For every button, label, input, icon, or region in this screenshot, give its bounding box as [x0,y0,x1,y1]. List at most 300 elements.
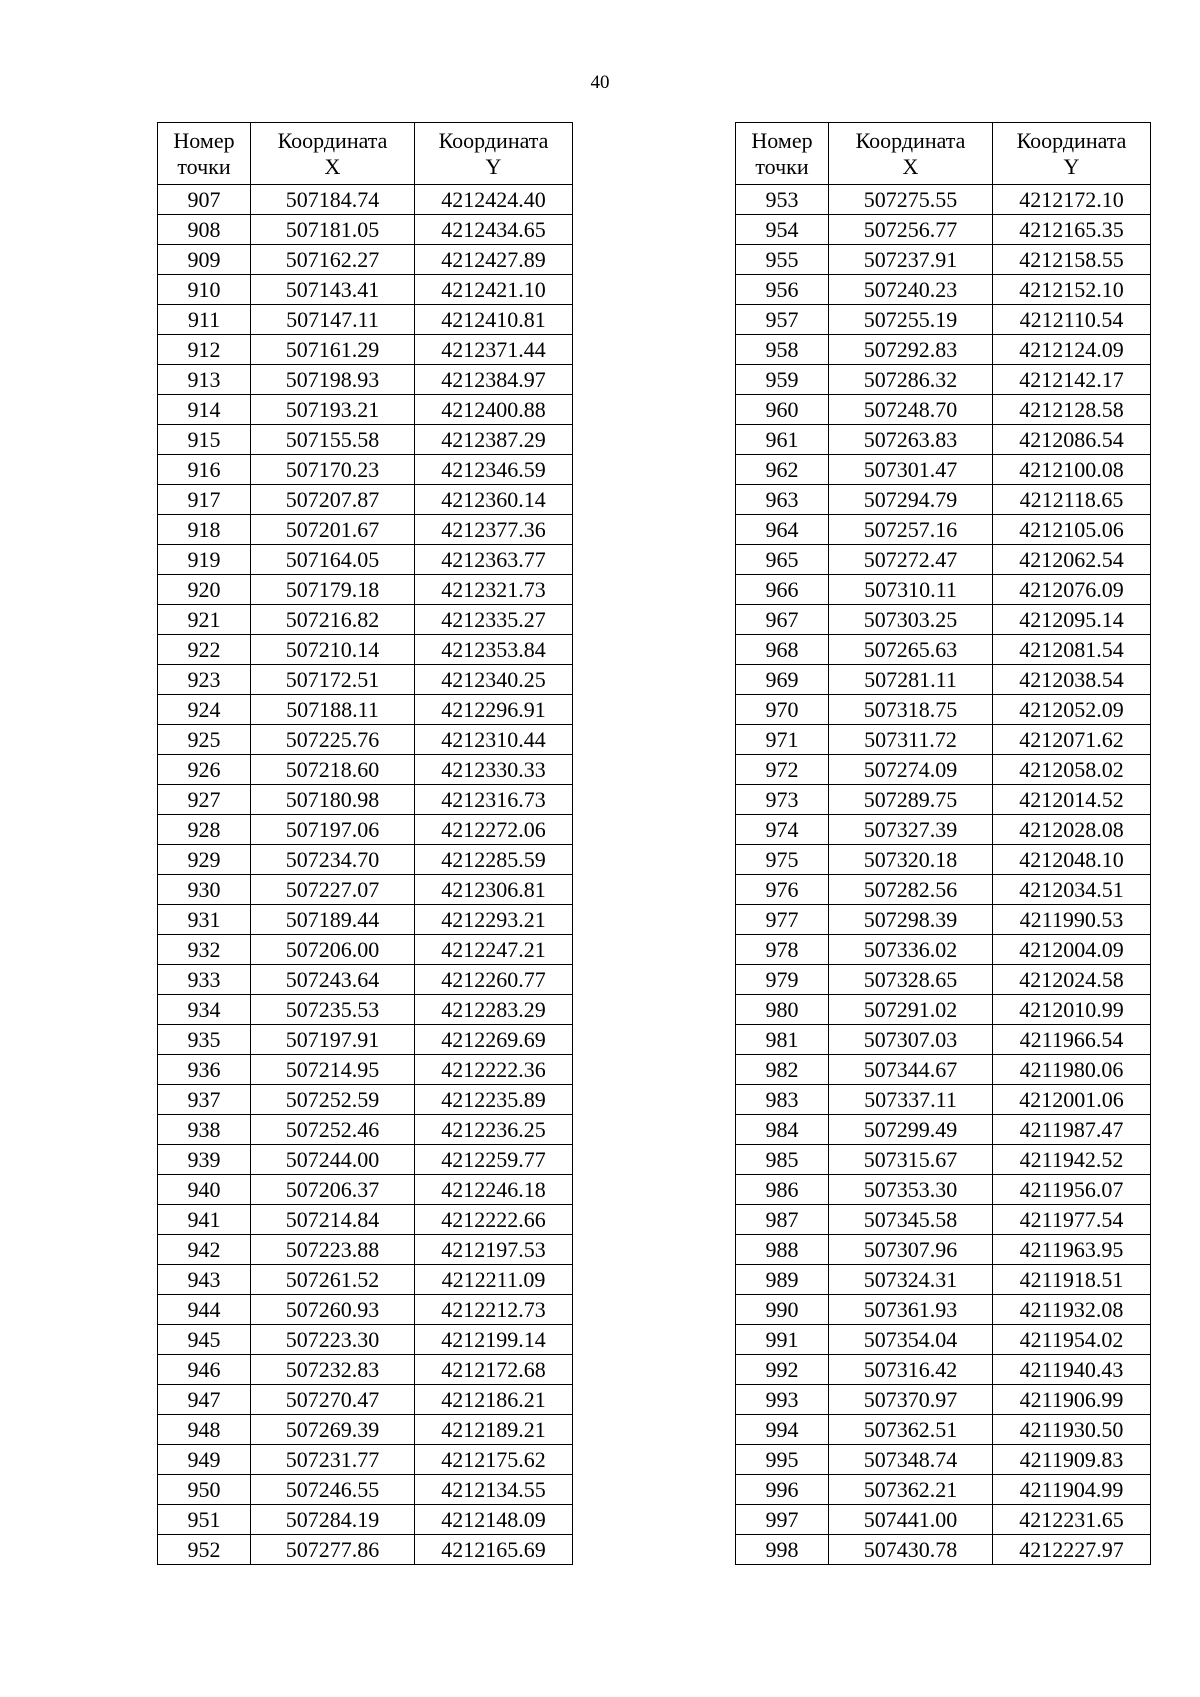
point-number-cell: 935 [158,1025,251,1055]
point-number-cell: 925 [158,725,251,755]
point-number-cell: 926 [158,755,251,785]
coordinate-y-cell: 4212014.52 [993,785,1151,815]
table-row [158,395,573,425]
coordinate-y-cell: 4211930.50 [993,1415,1151,1445]
point-number-cell: 921 [158,605,251,635]
table-row [736,1415,1151,1445]
coordinate-x-cell: 507291.02 [829,995,993,1025]
point-number-cell: 952 [158,1535,251,1565]
coordinate-x-cell: 507301.47 [829,455,993,485]
coordinate-x-cell: 507235.53 [251,995,415,1025]
point-number-cell: 959 [736,365,829,395]
point-number-cell: 972 [736,755,829,785]
point-number-cell: 929 [158,845,251,875]
table-row [736,245,1151,275]
point-number-cell: 961 [736,425,829,455]
point-number-cell: 918 [158,515,251,545]
coordinate-y-cell: 4212283.29 [415,995,573,1025]
table-row [158,455,573,485]
coordinate-x-cell: 507362.21 [829,1475,993,1505]
coordinate-y-cell: 4212400.88 [415,395,573,425]
point-number-cell: 965 [736,545,829,575]
coordinate-y-cell: 4211956.07 [993,1175,1151,1205]
coordinate-y-cell: 4211966.54 [993,1025,1151,1055]
table-row [158,245,573,275]
coordinate-x-cell: 507206.37 [251,1175,415,1205]
point-number-cell: 937 [158,1085,251,1115]
coordinate-y-cell: 4212371.44 [415,335,573,365]
coordinate-x-cell: 507240.23 [829,275,993,305]
point-number-cell: 967 [736,605,829,635]
coordinate-x-cell: 507337.11 [829,1085,993,1115]
coordinate-y-cell: 4212231.65 [993,1505,1151,1535]
coordinate-x-cell: 507207.87 [251,485,415,515]
coordinate-x-cell: 507275.55 [829,185,993,215]
point-number-cell: 983 [736,1085,829,1115]
table-row [158,185,573,215]
coordinate-x-cell: 507252.59 [251,1085,415,1115]
coordinate-x-cell: 507188.11 [251,695,415,725]
table-row [158,935,573,965]
point-number-cell: 909 [158,245,251,275]
coordinate-x-cell: 507206.00 [251,935,415,965]
coordinate-y-cell: 4212377.36 [415,515,573,545]
coordinate-y-cell: 4212076.09 [993,575,1151,605]
point-number-cell: 939 [158,1145,251,1175]
coordinate-x-cell: 507299.49 [829,1115,993,1145]
coordinate-x-cell: 507147.11 [251,305,415,335]
coordinate-y-cell: 4212222.66 [415,1205,573,1235]
table-row [158,605,573,635]
table-row [736,1535,1151,1565]
table-row [158,365,573,395]
table-row [736,815,1151,845]
coordinate-y-cell: 4212360.14 [415,485,573,515]
coordinate-x-cell: 507265.63 [829,635,993,665]
table-row [158,845,573,875]
header-point-number [736,123,829,185]
coordinate-y-cell: 4212260.77 [415,965,573,995]
coordinate-y-cell: 4212105.06 [993,515,1151,545]
table-row [158,515,573,545]
header-line: точки [177,153,231,179]
point-number-cell: 976 [736,875,829,905]
point-number-cell: 982 [736,1055,829,1085]
point-number-cell: 911 [158,305,251,335]
header-line: Номер [751,127,813,153]
coordinate-y-cell: 4212172.10 [993,185,1151,215]
coordinate-y-cell: 4212211.09 [415,1265,573,1295]
coordinate-x-cell: 507310.11 [829,575,993,605]
table-row [158,1175,573,1205]
table-row [736,695,1151,725]
coordinate-y-cell: 4212330.33 [415,755,573,785]
point-number-cell: 936 [158,1055,251,1085]
coordinate-x-cell: 507361.93 [829,1295,993,1325]
coordinate-y-cell: 4211906.99 [993,1385,1151,1415]
coordinate-y-cell: 4212175.62 [415,1445,573,1475]
coordinate-y-cell: 4212124.09 [993,335,1151,365]
point-number-cell: 945 [158,1325,251,1355]
coordinate-y-cell: 4212128.58 [993,395,1151,425]
table-row [736,1385,1151,1415]
table-row [158,305,573,335]
point-number-cell: 940 [158,1175,251,1205]
point-number-cell: 954 [736,215,829,245]
coordinate-x-cell: 507327.39 [829,815,993,845]
coordinate-y-cell: 4212004.09 [993,935,1151,965]
coordinate-y-cell: 4212335.27 [415,605,573,635]
table-row [736,1445,1151,1475]
coordinate-x-cell: 507284.19 [251,1505,415,1535]
table-row [158,1415,573,1445]
table-row [158,1355,573,1385]
table-row [158,905,573,935]
coordinate-y-cell: 4212148.09 [415,1505,573,1535]
point-number-cell: 907 [158,185,251,215]
coordinate-x-cell: 507237.91 [829,245,993,275]
coordinate-y-cell: 4212152.10 [993,275,1151,305]
coordinate-x-cell: 507180.98 [251,785,415,815]
point-number-cell: 934 [158,995,251,1025]
point-number-cell: 919 [158,545,251,575]
table-row [158,1295,573,1325]
table-row [736,1025,1151,1055]
table-row [736,1085,1151,1115]
header-line: Координата [438,127,549,153]
table-row [158,1055,573,1085]
table-row [736,365,1151,395]
coordinate-y-cell: 4212316.73 [415,785,573,815]
coordinate-x-cell: 507201.67 [251,515,415,545]
header-line: Номер [173,127,235,153]
header-line: Координата [855,127,966,153]
coordinate-x-cell: 507223.88 [251,1235,415,1265]
table-row [736,1175,1151,1205]
header-line: Координата [277,127,388,153]
coordinate-x-cell: 507172.51 [251,665,415,695]
coordinate-x-cell: 507193.21 [251,395,415,425]
coordinate-x-cell: 507216.82 [251,605,415,635]
point-number-cell: 933 [158,965,251,995]
coordinate-x-cell: 507218.60 [251,755,415,785]
coordinate-y-cell: 4211918.51 [993,1265,1151,1295]
table-row [736,965,1151,995]
coordinate-y-cell: 4212034.51 [993,875,1151,905]
point-number-cell: 986 [736,1175,829,1205]
coordinate-x-cell: 507292.83 [829,335,993,365]
coordinate-x-cell: 507281.11 [829,665,993,695]
coordinate-y-cell: 4212353.84 [415,635,573,665]
point-number-cell: 930 [158,875,251,905]
coordinate-x-cell: 507298.39 [829,905,993,935]
point-number-cell: 995 [736,1445,829,1475]
point-number-cell: 953 [736,185,829,215]
table-row [158,755,573,785]
table-row [736,665,1151,695]
coordinate-y-cell: 4212028.08 [993,815,1151,845]
coordinate-x-cell: 507354.04 [829,1325,993,1355]
table-row [158,1025,573,1055]
coordinate-x-cell: 507320.18 [829,845,993,875]
point-number-cell: 915 [158,425,251,455]
coordinate-x-cell: 507316.42 [829,1355,993,1385]
header-coordinate-y [415,123,573,185]
coordinate-x-cell: 507345.58 [829,1205,993,1235]
coordinate-x-cell: 507256.77 [829,215,993,245]
coordinate-x-cell: 507214.84 [251,1205,415,1235]
coordinate-y-cell: 4212285.59 [415,845,573,875]
coordinate-y-cell: 4212118.65 [993,485,1151,515]
point-number-cell: 997 [736,1505,829,1535]
point-number-cell: 960 [736,395,829,425]
coordinate-y-cell: 4212222.36 [415,1055,573,1085]
coordinate-x-cell: 507274.09 [829,755,993,785]
table-row [736,515,1151,545]
point-number-cell: 984 [736,1115,829,1145]
coordinate-y-cell: 4212172.68 [415,1355,573,1385]
table-row [158,635,573,665]
coordinate-y-cell: 4212199.14 [415,1325,573,1355]
coordinate-y-cell: 4212384.97 [415,365,573,395]
coordinate-y-cell: 4212010.99 [993,995,1151,1025]
coordinate-y-cell: 4211987.47 [993,1115,1151,1145]
table-row [158,1115,573,1145]
coordinate-x-cell: 507282.56 [829,875,993,905]
coordinate-y-cell: 4212081.54 [993,635,1151,665]
coordinate-x-cell: 507263.83 [829,425,993,455]
coordinate-y-cell: 4212387.29 [415,425,573,455]
header-line: точки [755,153,809,179]
point-number-cell: 968 [736,635,829,665]
header-coordinate-x [251,123,415,185]
point-number-cell: 941 [158,1205,251,1235]
table-row [736,785,1151,815]
coordinate-y-cell: 4212071.62 [993,725,1151,755]
coordinate-x-cell: 507252.46 [251,1115,415,1145]
header-coordinate-x [829,123,993,185]
coordinate-y-cell: 4211990.53 [993,905,1151,935]
point-number-cell: 971 [736,725,829,755]
table-row [158,485,573,515]
coordinate-x-cell: 507179.18 [251,575,415,605]
point-number-cell: 994 [736,1415,829,1445]
coordinate-y-cell: 4212227.97 [993,1535,1151,1565]
point-number-cell: 914 [158,395,251,425]
coordinate-x-cell: 507318.75 [829,695,993,725]
page-number: 40 [590,72,610,93]
coordinate-y-cell: 4212340.25 [415,665,573,695]
coordinate-y-cell: 4211940.43 [993,1355,1151,1385]
coordinate-x-cell: 507261.52 [251,1265,415,1295]
coordinate-y-cell: 4212189.21 [415,1415,573,1445]
coordinate-y-cell: 4212158.55 [993,245,1151,275]
table-row [736,305,1151,335]
point-number-cell: 996 [736,1475,829,1505]
header-coordinate-y [993,123,1151,185]
coordinate-y-cell: 4212235.89 [415,1085,573,1115]
point-number-cell: 950 [158,1475,251,1505]
point-number-cell: 908 [158,215,251,245]
point-number-cell: 981 [736,1025,829,1055]
point-number-cell: 973 [736,785,829,815]
coordinate-x-cell: 507184.74 [251,185,415,215]
coordinate-x-cell: 507214.95 [251,1055,415,1085]
coordinate-y-cell: 4212048.10 [993,845,1151,875]
coordinate-y-cell: 4212100.08 [993,455,1151,485]
table-row [736,1265,1151,1295]
table-row [158,1205,573,1235]
coordinate-y-cell: 4212434.65 [415,215,573,245]
coordinate-x-cell: 507336.02 [829,935,993,965]
coordinate-x-cell: 507155.58 [251,425,415,455]
coordinate-x-cell: 507289.75 [829,785,993,815]
table-row [736,635,1151,665]
coordinate-x-cell: 507244.00 [251,1145,415,1175]
coordinate-y-cell: 4212236.25 [415,1115,573,1145]
table-row [736,845,1151,875]
coordinate-y-cell: 4212269.69 [415,1025,573,1055]
coordinate-x-cell: 507344.67 [829,1055,993,1085]
coordinate-x-cell: 507269.39 [251,1415,415,1445]
table-row [736,1295,1151,1325]
point-number-cell: 991 [736,1325,829,1355]
coordinate-y-cell: 4212165.35 [993,215,1151,245]
coordinate-y-cell: 4212246.18 [415,1175,573,1205]
point-number-cell: 920 [158,575,251,605]
point-number-cell: 917 [158,485,251,515]
point-number-cell: 966 [736,575,829,605]
coordinate-y-cell: 4211954.02 [993,1325,1151,1355]
point-number-cell: 985 [736,1145,829,1175]
point-number-cell: 958 [736,335,829,365]
coordinate-x-cell: 507430.78 [829,1535,993,1565]
table-row [736,545,1151,575]
coordinate-x-cell: 507303.25 [829,605,993,635]
coordinate-x-cell: 507197.91 [251,1025,415,1055]
table-row [736,335,1151,365]
point-number-cell: 932 [158,935,251,965]
point-number-cell: 946 [158,1355,251,1385]
coordinate-y-cell: 4212212.73 [415,1295,573,1325]
point-number-cell: 989 [736,1265,829,1295]
coordinate-x-cell: 507362.51 [829,1415,993,1445]
coordinate-y-cell: 4211963.95 [993,1235,1151,1265]
point-number-cell: 927 [158,785,251,815]
coordinate-x-cell: 507286.32 [829,365,993,395]
point-number-cell: 957 [736,305,829,335]
table-row [736,185,1151,215]
table-row [158,1085,573,1115]
point-number-cell: 912 [158,335,251,365]
table-row [158,335,573,365]
point-number-cell: 956 [736,275,829,305]
coordinate-y-cell: 4211942.52 [993,1145,1151,1175]
coordinate-y-cell: 4211980.06 [993,1055,1151,1085]
table-row [736,1115,1151,1145]
point-number-cell: 949 [158,1445,251,1475]
table-row [158,1535,573,1565]
table-row [158,665,573,695]
coordinate-x-cell: 507353.30 [829,1175,993,1205]
table-row [736,1325,1151,1355]
coordinate-y-cell: 4211932.08 [993,1295,1151,1325]
coordinate-y-cell: 4212086.54 [993,425,1151,455]
coordinate-y-cell: 4212062.54 [993,545,1151,575]
table-row [158,965,573,995]
coordinate-x-cell: 507232.83 [251,1355,415,1385]
coordinate-x-cell: 507243.64 [251,965,415,995]
coordinate-y-cell: 4212424.40 [415,185,573,215]
table-row [158,1145,573,1175]
table-row [736,215,1151,245]
coordinate-x-cell: 507307.96 [829,1235,993,1265]
table-row [736,1355,1151,1385]
coordinate-x-cell: 507270.47 [251,1385,415,1415]
header-line: Координата [1016,127,1127,153]
coordinate-y-cell: 4211904.99 [993,1475,1151,1505]
coordinate-x-cell: 507223.30 [251,1325,415,1355]
coordinate-y-cell: 4212259.77 [415,1145,573,1175]
coordinate-y-cell: 4212024.58 [993,965,1151,995]
table-row [158,1475,573,1505]
point-number-cell: 979 [736,965,829,995]
table-row [736,605,1151,635]
coordinate-y-cell: 4212272.06 [415,815,573,845]
table-row [158,1325,573,1355]
table-row [736,1145,1151,1175]
point-number-cell: 978 [736,935,829,965]
coordinate-y-cell: 4212197.53 [415,1235,573,1265]
table-row [736,455,1151,485]
coordinate-x-cell: 507311.72 [829,725,993,755]
coordinate-y-cell: 4212110.54 [993,305,1151,335]
point-number-cell: 938 [158,1115,251,1145]
coordinate-x-cell: 507164.05 [251,545,415,575]
coordinate-x-cell: 507272.47 [829,545,993,575]
coordinate-x-cell: 507225.76 [251,725,415,755]
header-point-number [158,123,251,185]
coordinate-y-cell: 4212134.55 [415,1475,573,1505]
coordinate-x-cell: 507227.07 [251,875,415,905]
point-number-cell: 964 [736,515,829,545]
coordinate-x-cell: 507370.97 [829,1385,993,1415]
table-row [158,215,573,245]
header-row [736,123,1151,185]
coordinate-x-cell: 507248.70 [829,395,993,425]
coordinate-y-cell: 4212052.09 [993,695,1151,725]
coordinate-x-cell: 507260.93 [251,1295,415,1325]
point-number-cell: 987 [736,1205,829,1235]
point-number-cell: 993 [736,1385,829,1415]
coordinate-x-cell: 507315.67 [829,1145,993,1175]
point-number-cell: 992 [736,1355,829,1385]
table-row [158,545,573,575]
header-line: X [902,153,919,179]
point-number-cell: 990 [736,1295,829,1325]
table-row [158,995,573,1025]
point-number-cell: 923 [158,665,251,695]
table-row [158,575,573,605]
header-row [158,123,573,185]
coordinate-x-cell: 507143.41 [251,275,415,305]
coordinate-x-cell: 507170.23 [251,455,415,485]
coordinate-x-cell: 507246.55 [251,1475,415,1505]
coordinate-y-cell: 4212321.73 [415,575,573,605]
coordinates-table-right [735,122,1151,1565]
coordinate-x-cell: 507348.74 [829,1445,993,1475]
point-number-cell: 963 [736,485,829,515]
